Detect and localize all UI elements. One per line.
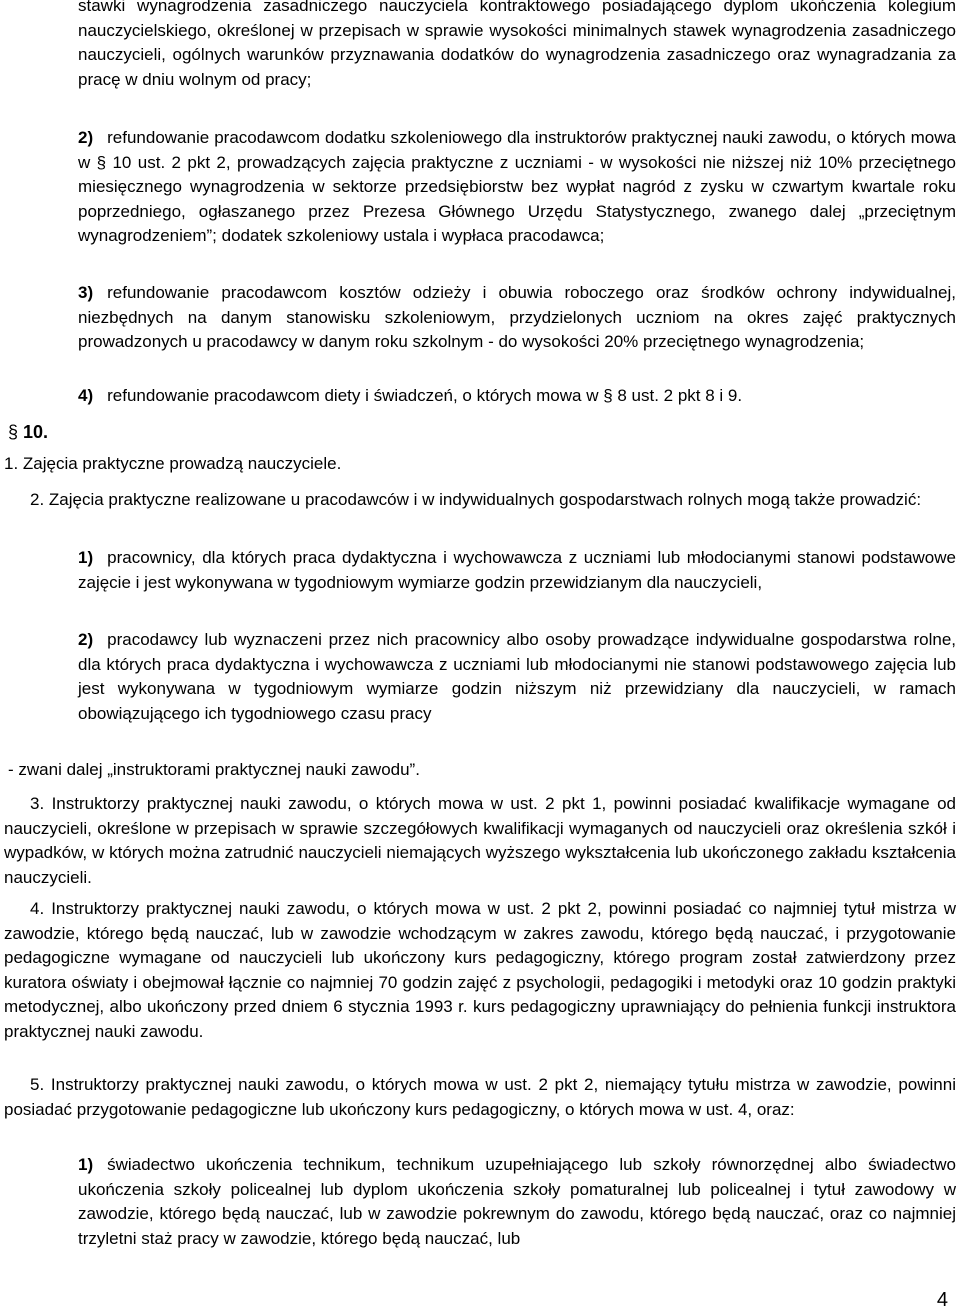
list-item-number: 2) (78, 630, 94, 649)
continued-text: stawki wynagrodzenia zasadniczego nauczyciela kontraktowego posiadającego dyplom ukończenia kolegium nauczycielskiego, określonej w przepisach w sprawie wysokości minimalnych stawek wynagrodzenia zasadniczego nauczycieli, ogólnych warunków przyznawania dodatków do wynagrodzenia zasadniczego oraz wynagradzania za pracę w dniu wolnym od pracy; (78, 0, 956, 89)
list-item-text: refundowanie pracodawcom dodatku szkoleniowego dla instruktorów praktycznej nauki zawodu, o których mowa w § 10 ust. 2 pkt 2, prowadzących zajęcia praktyczne z uczniami - w wysokości nie niższej niż 10% przeciętnego miesięcznego wynagrodzenia w sektorze przedsiębiorstw bez wypłat nagród z zysku w czwartym kwartale roku poprzedniego, ogłaszanego przez Prezesa Głównego Urzędu Statystycznego, zwanego dalej „przeciętnym wynagrodzeniem”; dodatek szkoleniowy ustala i wypłaca pracodawca; (78, 128, 956, 246)
list-item-text: świadectwo ukończenia technikum, technikum uzupełniającego lub szkoły równorzędnej albo świadectwo ukończenia szkoły policealnej lub dyplom ukończenia szkoły pomaturalnej lub policealnej i tytuł zawodowy w zawodzie, którego będą nauczać, lub w zawodzie pokrewnym do zawodu, którego będą nauczać, oraz co najmniej trzyletni staż pracy w zawodzie, którego będą nauczać, lub (78, 1155, 956, 1248)
paragraph-3: 3. Instruktorzy praktycznej nauki zawodu, o których mowa w ust. 2 pkt 1, powinni posiadać kwalifikacje wymagane od nauczycieli, określone w przepisach w sprawie szczegółowych kwalifikacji wymaganych od nauczycieli oraz określenia szkół i wypadków, w których można zatrudnić nauczycieli niemających wyższego wykształcenia lub ukończonego zakładu kształcenia nauczycieli. (4, 794, 956, 887)
page-number: 4 (936, 1289, 948, 1311)
article-number: 10. (23, 422, 49, 442)
list-item-a-4 (78, 384, 956, 409)
list-item-text: pracodawcy lub wyznaczeni przez nich pracownicy albo osoby prowadzące indywidualne gospodarstwa rolne, dla których praca dydaktyczna i wychowawcza z uczniami lub młodocianymi nie stanowi podstawowego zajęcia lub jest wykonywana w tygodniowym wymiarze godzin niższym niż przewidziany dla nauczycieli, w ramach obowiązującego ich tygodniowego czasu pracy (78, 630, 956, 723)
list-item-number: 3) (78, 283, 94, 302)
list-item-b-2 (78, 628, 956, 726)
list-item-number: 1) (78, 548, 94, 567)
paragraph-4: 4. Instruktorzy praktycznej nauki zawodu, o których mowa w ust. 2 pkt 2, powinni posiadać co najmniej tytuł mistrza w zawodzie, którego będą nauczać, lub w zawodzie wchodzącym w zakres zawodu, którego będą nauczać, i przygotowanie pedagogiczne wymagane od nauczycieli lub ukończony kurs pedagogiczny, którego program został zatwierdzony przez kuratora oświaty i obejmował łącznie co najmniej 70 godzin zajęć z psychologii, pedagogiki i metodyki oraz 10 godzin praktyki metodycznej, albo ukończony przed dniem 6 stycznia 1993 r. kurs pedagogiczny uprawniający do pełnienia funkcji instruktora praktycznej nauki zawodu. (4, 899, 956, 1041)
list-item-text: refundowanie pracodawcom kosztów odzieży i obuwia roboczego oraz środków ochrony indywidualnej, niezbędnych na danym stanowisku szkoleniowym, przydzielonych uczniom na okres zajęć praktycznych prowadzonych u pracodawcy w danym roku szkolnym - do wysokości 20% przeciętnego wynagrodzenia; (78, 283, 956, 352)
paragraph-1: 1. Zajęcia praktyczne prowadzą nauczyciele. (4, 454, 342, 473)
list-item-b-1 (78, 546, 956, 595)
section-sign: § (8, 422, 19, 442)
list-item-text: refundowanie pracodawcom diety i świadczeń, o których mowa w § 8 ust. 2 pkt 8 i 9. (107, 386, 743, 405)
list-item-c-1 (78, 1153, 956, 1251)
article-heading (8, 420, 48, 445)
list-item-number: 1) (78, 1155, 94, 1174)
paragraph-5: 5. Instruktorzy praktycznej nauki zawodu, o których mowa w ust. 2 pkt 2, niemający tytułu mistrza w zawodzie, powinni posiadać przygotowanie pedagogiczne lub ukończony kurs pedagogiczny, o których mowa w ust. 4, oraz: (4, 1075, 956, 1119)
list-item-text: pracownicy, dla których praca dydaktyczna i wychowawcza z uczniami lub młodocianymi stanowi podstawowe zajęcie i jest wykonywana w tygodniowym wymiarze godzin przewidzianym dla nauczycieli, (78, 548, 956, 592)
paragraph-2-tail: - zwani dalej „instruktorami praktycznej nauki zawodu”. (8, 760, 420, 779)
paragraph-2: 2. Zajęcia praktyczne realizowane u pracodawców i w indywidualnych gospodarstwach rolnych mogą także prowadzić: (30, 490, 922, 509)
list-item-number: 2) (78, 128, 94, 147)
list-item-a-3 (78, 281, 956, 355)
list-item-number: 4) (78, 386, 94, 405)
list-item-a-2 (78, 126, 956, 249)
